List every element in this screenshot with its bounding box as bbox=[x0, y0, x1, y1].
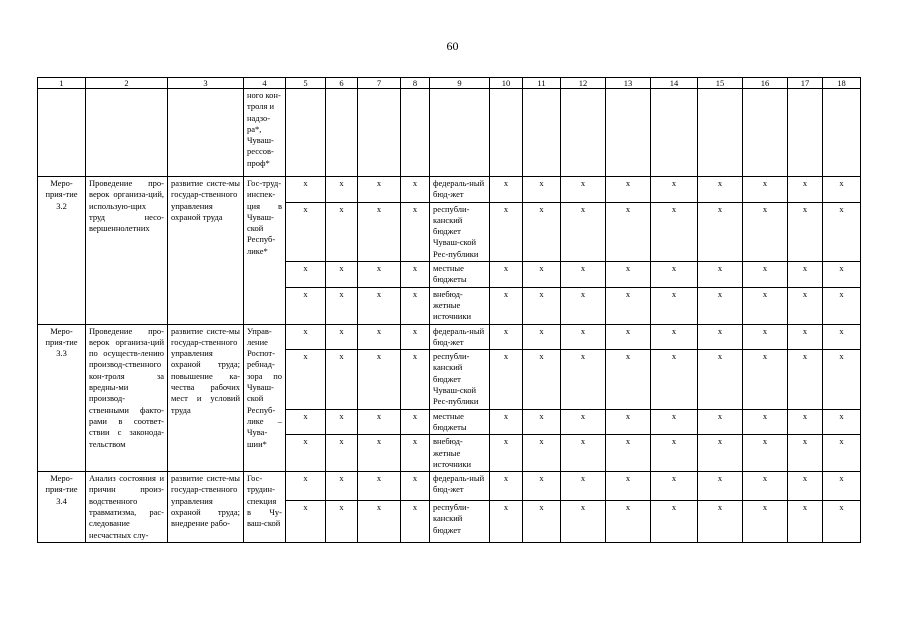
x-mark-cell: х bbox=[651, 287, 698, 324]
executor-cell: ного кон-троля и надзо-ра*, Чуваш-рессов-проф* bbox=[244, 89, 286, 177]
x-mark-cell: х bbox=[358, 472, 401, 501]
x-mark-cell: х bbox=[651, 350, 698, 409]
x-mark-cell: х bbox=[401, 409, 430, 435]
x-mark-cell: х bbox=[651, 177, 698, 203]
x-mark-cell: х bbox=[788, 202, 823, 261]
funding-source-cell: федераль-ный бюд-жет bbox=[430, 472, 490, 501]
measure-executor-cell: Гос-труд-инспек-ция в Чуваш-ской Респуб-лике* bbox=[244, 177, 286, 325]
empty-cell bbox=[168, 89, 244, 177]
funding-source-cell: федераль-ный бюд-жет bbox=[430, 177, 490, 203]
x-mark-cell: х bbox=[286, 324, 326, 350]
x-mark-cell: х bbox=[651, 409, 698, 435]
x-mark-cell: х bbox=[823, 350, 861, 409]
empty-cell bbox=[788, 89, 823, 177]
empty-cell bbox=[743, 89, 788, 177]
x-mark-cell: х bbox=[788, 409, 823, 435]
x-mark-cell: х bbox=[606, 202, 651, 261]
x-mark-cell: х bbox=[561, 501, 606, 543]
empty-cell bbox=[401, 89, 430, 177]
x-mark-cell: х bbox=[823, 472, 861, 501]
x-mark-cell: х bbox=[698, 202, 743, 261]
measure-source-row bbox=[38, 472, 861, 501]
x-mark-cell: х bbox=[823, 262, 861, 288]
measure-description-cell: Проведение про-верок организа-ций, использую-щих труд несо-вершеннолетних bbox=[86, 177, 168, 325]
funding-source-cell: внебюд-жетные источники bbox=[430, 287, 490, 324]
x-mark-cell: х bbox=[606, 324, 651, 350]
funding-source-cell: республи-канский бюджет Чуваш-ской Рес-публики bbox=[430, 350, 490, 409]
x-mark-cell: х bbox=[606, 435, 651, 472]
header-cell: 4 bbox=[244, 78, 286, 89]
x-mark-cell: х bbox=[326, 262, 358, 288]
x-mark-cell: х bbox=[523, 177, 561, 203]
x-mark-cell: х bbox=[358, 501, 401, 543]
x-mark-cell: х bbox=[698, 435, 743, 472]
measure-name-cell: Меро-прия-тие 3.4 bbox=[38, 472, 86, 543]
x-mark-cell: х bbox=[358, 350, 401, 409]
x-mark-cell: х bbox=[326, 177, 358, 203]
x-mark-cell: х bbox=[358, 202, 401, 261]
x-mark-cell: х bbox=[523, 350, 561, 409]
x-mark-cell: х bbox=[523, 435, 561, 472]
measure-executor-cell: Управ-ление Роспот-ребнад-зора по Чуваш-ской Респуб-лике – Чува-шии* bbox=[244, 324, 286, 472]
x-mark-cell: х bbox=[401, 262, 430, 288]
x-mark-cell: х bbox=[743, 177, 788, 203]
x-mark-cell: х bbox=[401, 202, 430, 261]
x-mark-cell: х bbox=[743, 501, 788, 543]
x-mark-cell: х bbox=[358, 324, 401, 350]
measure-goal-cell: развитие систе-мы государ-ственного управления охраной труда; внедрение рабо- bbox=[168, 472, 244, 543]
x-mark-cell: х bbox=[401, 435, 430, 472]
measure-source-row bbox=[38, 324, 861, 350]
x-mark-cell: х bbox=[698, 177, 743, 203]
x-mark-cell: х bbox=[358, 409, 401, 435]
x-mark-cell: х bbox=[743, 202, 788, 261]
x-mark-cell: х bbox=[326, 350, 358, 409]
empty-cell bbox=[86, 89, 168, 177]
header-cell: 9 bbox=[430, 78, 490, 89]
x-mark-cell: х bbox=[823, 501, 861, 543]
x-mark-cell: х bbox=[286, 435, 326, 472]
measure-source-row bbox=[38, 177, 861, 203]
measure-description-cell: Проведение про-верок организа-ций по осуществ-лению производ-ственного кон-троля за вредны-ми производ-ственными факто-рами в соответ-ствии с законода-тельством bbox=[86, 324, 168, 472]
x-mark-cell: х bbox=[358, 287, 401, 324]
x-mark-cell: х bbox=[651, 202, 698, 261]
x-mark-cell: х bbox=[401, 177, 430, 203]
x-mark-cell: х bbox=[788, 177, 823, 203]
x-mark-cell: х bbox=[523, 472, 561, 501]
x-mark-cell: х bbox=[358, 177, 401, 203]
x-mark-cell: х bbox=[326, 501, 358, 543]
x-mark-cell: х bbox=[698, 324, 743, 350]
x-mark-cell: х bbox=[788, 324, 823, 350]
funding-source-cell: местные бюджеты bbox=[430, 262, 490, 288]
x-mark-cell: х bbox=[743, 262, 788, 288]
x-mark-cell: х bbox=[490, 435, 523, 472]
x-mark-cell: х bbox=[698, 262, 743, 288]
header-cell: 6 bbox=[326, 78, 358, 89]
x-mark-cell: х bbox=[326, 472, 358, 501]
x-mark-cell: х bbox=[788, 287, 823, 324]
x-mark-cell: х bbox=[401, 324, 430, 350]
x-mark-cell: х bbox=[490, 324, 523, 350]
x-mark-cell: х bbox=[523, 324, 561, 350]
empty-cell bbox=[606, 89, 651, 177]
x-mark-cell: х bbox=[523, 287, 561, 324]
measure-description-cell: Анализ состояния и причин произ-водственного травматизма, рас-следование несчастных слу- bbox=[86, 472, 168, 543]
x-mark-cell: х bbox=[788, 350, 823, 409]
x-mark-cell: х bbox=[358, 262, 401, 288]
x-mark-cell: х bbox=[823, 409, 861, 435]
header-cell: 15 bbox=[698, 78, 743, 89]
x-mark-cell: х bbox=[286, 177, 326, 203]
measure-executor-cell: Гос-трудин-спекция в Чу-ваш-ской bbox=[244, 472, 286, 543]
funding-source-cell: федераль-ный бюд-жет bbox=[430, 324, 490, 350]
x-mark-cell: х bbox=[743, 472, 788, 501]
measure-name-cell: Меро-прия-тие 3.2 bbox=[38, 177, 86, 325]
x-mark-cell: х bbox=[490, 262, 523, 288]
x-mark-cell: х bbox=[561, 472, 606, 501]
header-cell: 11 bbox=[523, 78, 561, 89]
x-mark-cell: х bbox=[743, 409, 788, 435]
x-mark-cell: х bbox=[823, 435, 861, 472]
x-mark-cell: х bbox=[606, 409, 651, 435]
x-mark-cell: х bbox=[561, 262, 606, 288]
empty-cell bbox=[561, 89, 606, 177]
x-mark-cell: х bbox=[788, 501, 823, 543]
empty-cell bbox=[823, 89, 861, 177]
x-mark-cell: х bbox=[606, 501, 651, 543]
header-cell: 10 bbox=[490, 78, 523, 89]
x-mark-cell: х bbox=[561, 287, 606, 324]
empty-cell bbox=[326, 89, 358, 177]
x-mark-cell: х bbox=[743, 350, 788, 409]
measures-body bbox=[38, 177, 861, 543]
x-mark-cell: х bbox=[326, 409, 358, 435]
x-mark-cell: х bbox=[651, 262, 698, 288]
x-mark-cell: х bbox=[651, 501, 698, 543]
header-cell: 1 bbox=[38, 78, 86, 89]
header-cell: 17 bbox=[788, 78, 823, 89]
x-mark-cell: х bbox=[490, 501, 523, 543]
empty-cell bbox=[523, 89, 561, 177]
header-cell: 14 bbox=[651, 78, 698, 89]
x-mark-cell: х bbox=[788, 435, 823, 472]
x-mark-cell: х bbox=[651, 435, 698, 472]
x-mark-cell: х bbox=[823, 324, 861, 350]
header-cell: 8 bbox=[401, 78, 430, 89]
header-cell: 18 bbox=[823, 78, 861, 89]
x-mark-cell: х bbox=[286, 262, 326, 288]
x-mark-cell: х bbox=[698, 409, 743, 435]
header-cell: 2 bbox=[86, 78, 168, 89]
x-mark-cell: х bbox=[490, 287, 523, 324]
x-mark-cell: х bbox=[401, 350, 430, 409]
header-cell: 12 bbox=[561, 78, 606, 89]
x-mark-cell: х bbox=[286, 350, 326, 409]
x-mark-cell: х bbox=[286, 202, 326, 261]
x-mark-cell: х bbox=[286, 287, 326, 324]
funding-source-cell: республи-канский бюджет Чуваш-ской Рес-публики bbox=[430, 202, 490, 261]
x-mark-cell: х bbox=[561, 324, 606, 350]
measure-name-cell: Меро-прия-тие 3.3 bbox=[38, 324, 86, 472]
x-mark-cell: х bbox=[651, 324, 698, 350]
x-mark-cell: х bbox=[823, 177, 861, 203]
x-mark-cell: х bbox=[698, 350, 743, 409]
empty-cell bbox=[358, 89, 401, 177]
program-table bbox=[37, 77, 861, 543]
empty-cell bbox=[698, 89, 743, 177]
x-mark-cell: х bbox=[401, 501, 430, 543]
funding-source-cell: внебюд-жетные источники bbox=[430, 435, 490, 472]
x-mark-cell: х bbox=[523, 501, 561, 543]
header-cell: 3 bbox=[168, 78, 244, 89]
funding-source-cell: местные бюджеты bbox=[430, 409, 490, 435]
x-mark-cell: х bbox=[561, 435, 606, 472]
x-mark-cell: х bbox=[286, 501, 326, 543]
x-mark-cell: х bbox=[401, 287, 430, 324]
x-mark-cell: х bbox=[286, 409, 326, 435]
x-mark-cell: х bbox=[523, 409, 561, 435]
measure-goal-cell: развитие систе-мы государ-ственного управления охраной труда; повышение ка-чества рабочих мест и условий труда bbox=[168, 324, 244, 472]
empty-cell bbox=[38, 89, 86, 177]
measure-goal-cell: развитие систе-мы государ-ственного управления охраной труда bbox=[168, 177, 244, 325]
empty-cell bbox=[651, 89, 698, 177]
x-mark-cell: х bbox=[698, 472, 743, 501]
x-mark-cell: х bbox=[561, 177, 606, 203]
x-mark-cell: х bbox=[401, 472, 430, 501]
x-mark-cell: х bbox=[788, 472, 823, 501]
x-mark-cell: х bbox=[651, 472, 698, 501]
x-mark-cell: х bbox=[743, 287, 788, 324]
x-mark-cell: х bbox=[490, 202, 523, 261]
x-mark-cell: х bbox=[606, 350, 651, 409]
x-mark-cell: х bbox=[490, 177, 523, 203]
x-mark-cell: х bbox=[523, 202, 561, 261]
continuation-row bbox=[38, 89, 861, 177]
x-mark-cell: х bbox=[490, 350, 523, 409]
x-mark-cell: х bbox=[823, 202, 861, 261]
page-number: 60 bbox=[446, 39, 459, 53]
x-mark-cell: х bbox=[286, 472, 326, 501]
x-mark-cell: х bbox=[561, 409, 606, 435]
x-mark-cell: х bbox=[326, 202, 358, 261]
empty-cell bbox=[286, 89, 326, 177]
x-mark-cell: х bbox=[561, 350, 606, 409]
funding-source-cell: республи-канский бюджет bbox=[430, 501, 490, 543]
x-mark-cell: х bbox=[606, 472, 651, 501]
header-cell: 5 bbox=[286, 78, 326, 89]
x-mark-cell: х bbox=[490, 472, 523, 501]
x-mark-cell: х bbox=[698, 287, 743, 324]
x-mark-cell: х bbox=[823, 287, 861, 324]
x-mark-cell: х bbox=[698, 501, 743, 543]
x-mark-cell: х bbox=[606, 287, 651, 324]
x-mark-cell: х bbox=[606, 177, 651, 203]
x-mark-cell: х bbox=[490, 409, 523, 435]
header-cell: 7 bbox=[358, 78, 401, 89]
x-mark-cell: х bbox=[326, 435, 358, 472]
x-mark-cell: х bbox=[358, 435, 401, 472]
x-mark-cell: х bbox=[523, 262, 561, 288]
x-mark-cell: х bbox=[788, 262, 823, 288]
x-mark-cell: х bbox=[561, 202, 606, 261]
empty-cell bbox=[430, 89, 490, 177]
x-mark-cell: х bbox=[743, 324, 788, 350]
empty-cell bbox=[490, 89, 523, 177]
x-mark-cell: х bbox=[606, 262, 651, 288]
header-row bbox=[38, 78, 861, 89]
x-mark-cell: х bbox=[326, 324, 358, 350]
x-mark-cell: х bbox=[743, 435, 788, 472]
header-cell: 13 bbox=[606, 78, 651, 89]
header-cell: 16 bbox=[743, 78, 788, 89]
x-mark-cell: х bbox=[326, 287, 358, 324]
